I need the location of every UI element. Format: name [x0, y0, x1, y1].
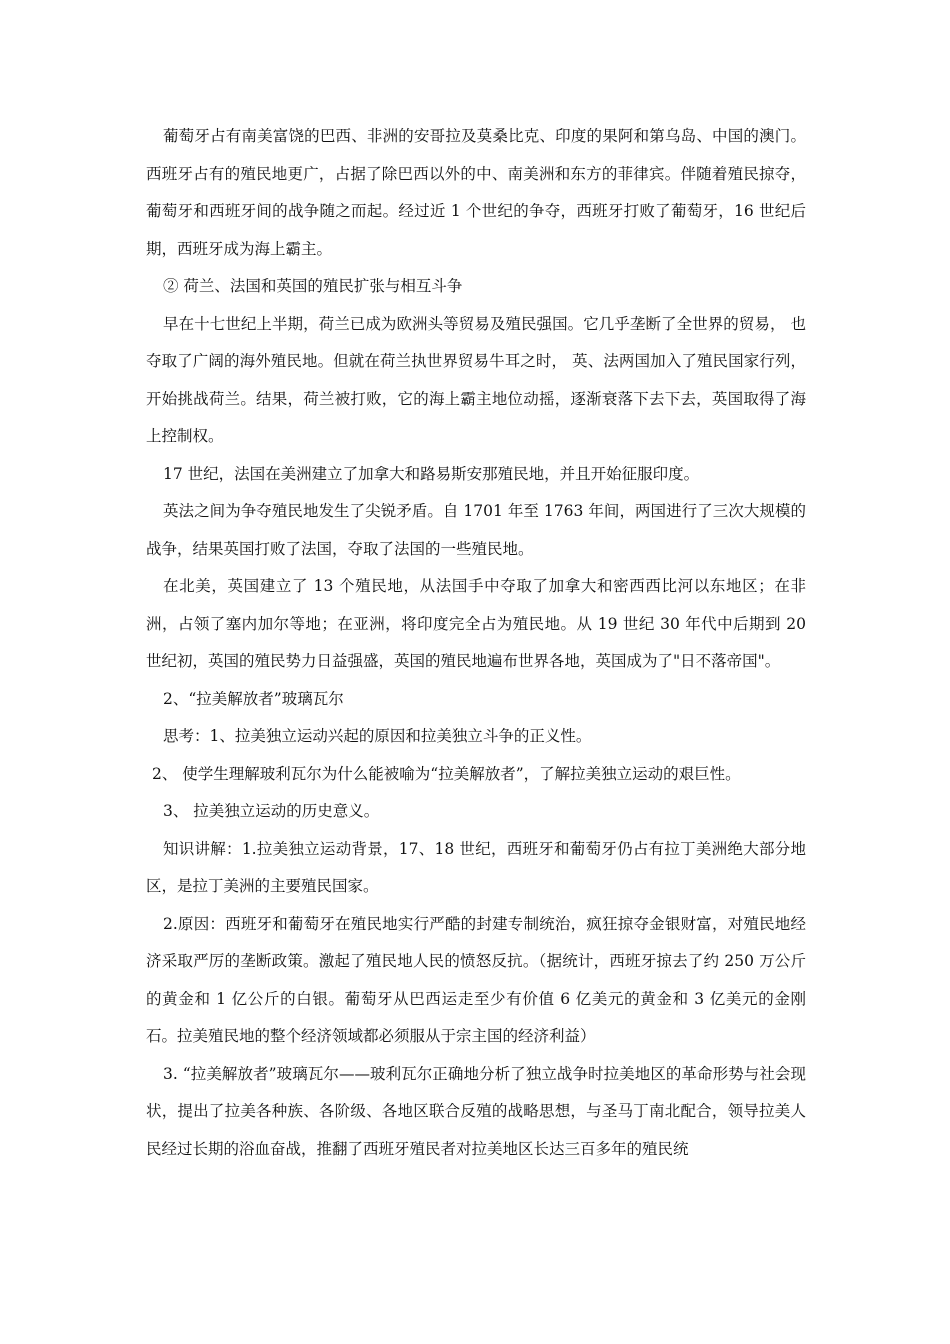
- paragraph-anglo-french-wars: 英法之间为争夺殖民地发生了尖锐矛盾。自 1701 年至 1763 年间，两国进行了三次大规模的战争，结果英国打败了法国，夺取了法国的一些殖民地。: [146, 502, 806, 558]
- paragraph-british-empire: 在北美，英国建立了 13 个殖民地，从法国手中夺取了加拿大和密西西比河以东地区；在非洲，占领了塞内加尔等地；在亚洲，将印度完全占为殖民地。从 19 世纪 30 年代中后期到 20 世纪初，英国的殖民势力日益强盛，英国的殖民地遍布世界各地，英国成为了"日不落帝国"。: [146, 577, 806, 670]
- question-3: 3、 拉美独立运动的历史意义。: [163, 802, 380, 820]
- paragraph-netherlands: 早在十七世纪上半期，荷兰已成为欧洲头等贸易及殖民强国。它几乎垄断了全世界的贸易， 也夺取了广阔的海外殖民地。但就在荷兰执世界贸易牛耳之时， 英、法两国加入了殖民国家行列，开始挑战荷兰。结果，荷兰被打败，它的海上霸主地位动摇，逐渐衰落下去下去，英国取得了海上控制权。: [146, 314, 806, 445]
- knowledge-background: 知识讲解：1.拉美独立运动背景，17、18 世纪，西班牙和葡萄牙仍占有拉丁美洲绝大部分地区，是拉丁美洲的主要殖民国家。: [146, 839, 806, 895]
- section-heading-bolivar: 2、“拉美解放者”玻璃瓦尔: [163, 689, 344, 708]
- paragraph-portugal-spain: 葡萄牙占有南美富饶的巴西、非洲的安哥拉及莫桑比克、印度的果阿和第乌岛、中国的澳门。西班牙占有的殖民地更广，占据了除巴西以外的中、南美洲和东方的菲律宾。伴随着殖民掠夺，葡萄牙和西班牙间的战争随之而起。经过近 1 个世纪的争夺，西班牙打败了葡萄牙，16 世纪后期，西班牙成为海上霸主。: [146, 127, 806, 258]
- knowledge-bolivar: 3. “拉美解放者”玻璃瓦尔——玻利瓦尔正确地分析了独立战争时拉美地区的革命形势与社会现状，提出了拉美各种族、各阶级、各地区联合反殖的战略思想，与圣马丁南北配合，领导拉美人民经过长期的浴血奋战，推翻了西班牙殖民者对拉美地区长达三百多年的殖民统: [146, 1064, 806, 1158]
- document-body: [146, 118, 806, 1168]
- section-heading-dutch-french-english: ② 荷兰、法国和英国的殖民扩张与相互斗争: [163, 277, 463, 295]
- paragraph-france-america: 17 世纪，法国在美洲建立了加拿大和路易斯安那殖民地，并且开始征服印度。: [163, 464, 700, 483]
- knowledge-causes: 2.原因：西班牙和葡萄牙在殖民地实行严酷的封建专制统治，疯狂掠夺金银财富，对殖民地经济采取严厉的垄断政策。激起了殖民地人民的愤怒反抗。（据统计，西班牙掠去了约 250 万公斤的黄金和 1 亿公斤的白银。葡萄牙从巴西运走至少有价值 6 亿美元的黄金和 3 亿美元的金刚石。拉美殖民地的整个经济领域都必须服从于宗主国的经济利益）: [146, 914, 806, 1045]
- question-2: 2、 使学生理解玻利瓦尔为什么能被喻为“拉美解放者”，了解拉美独立运动的艰巨性。: [152, 764, 741, 783]
- question-1: 思考：1、拉美独立运动兴起的原因和拉美独立斗争的正义性。: [163, 727, 592, 745]
